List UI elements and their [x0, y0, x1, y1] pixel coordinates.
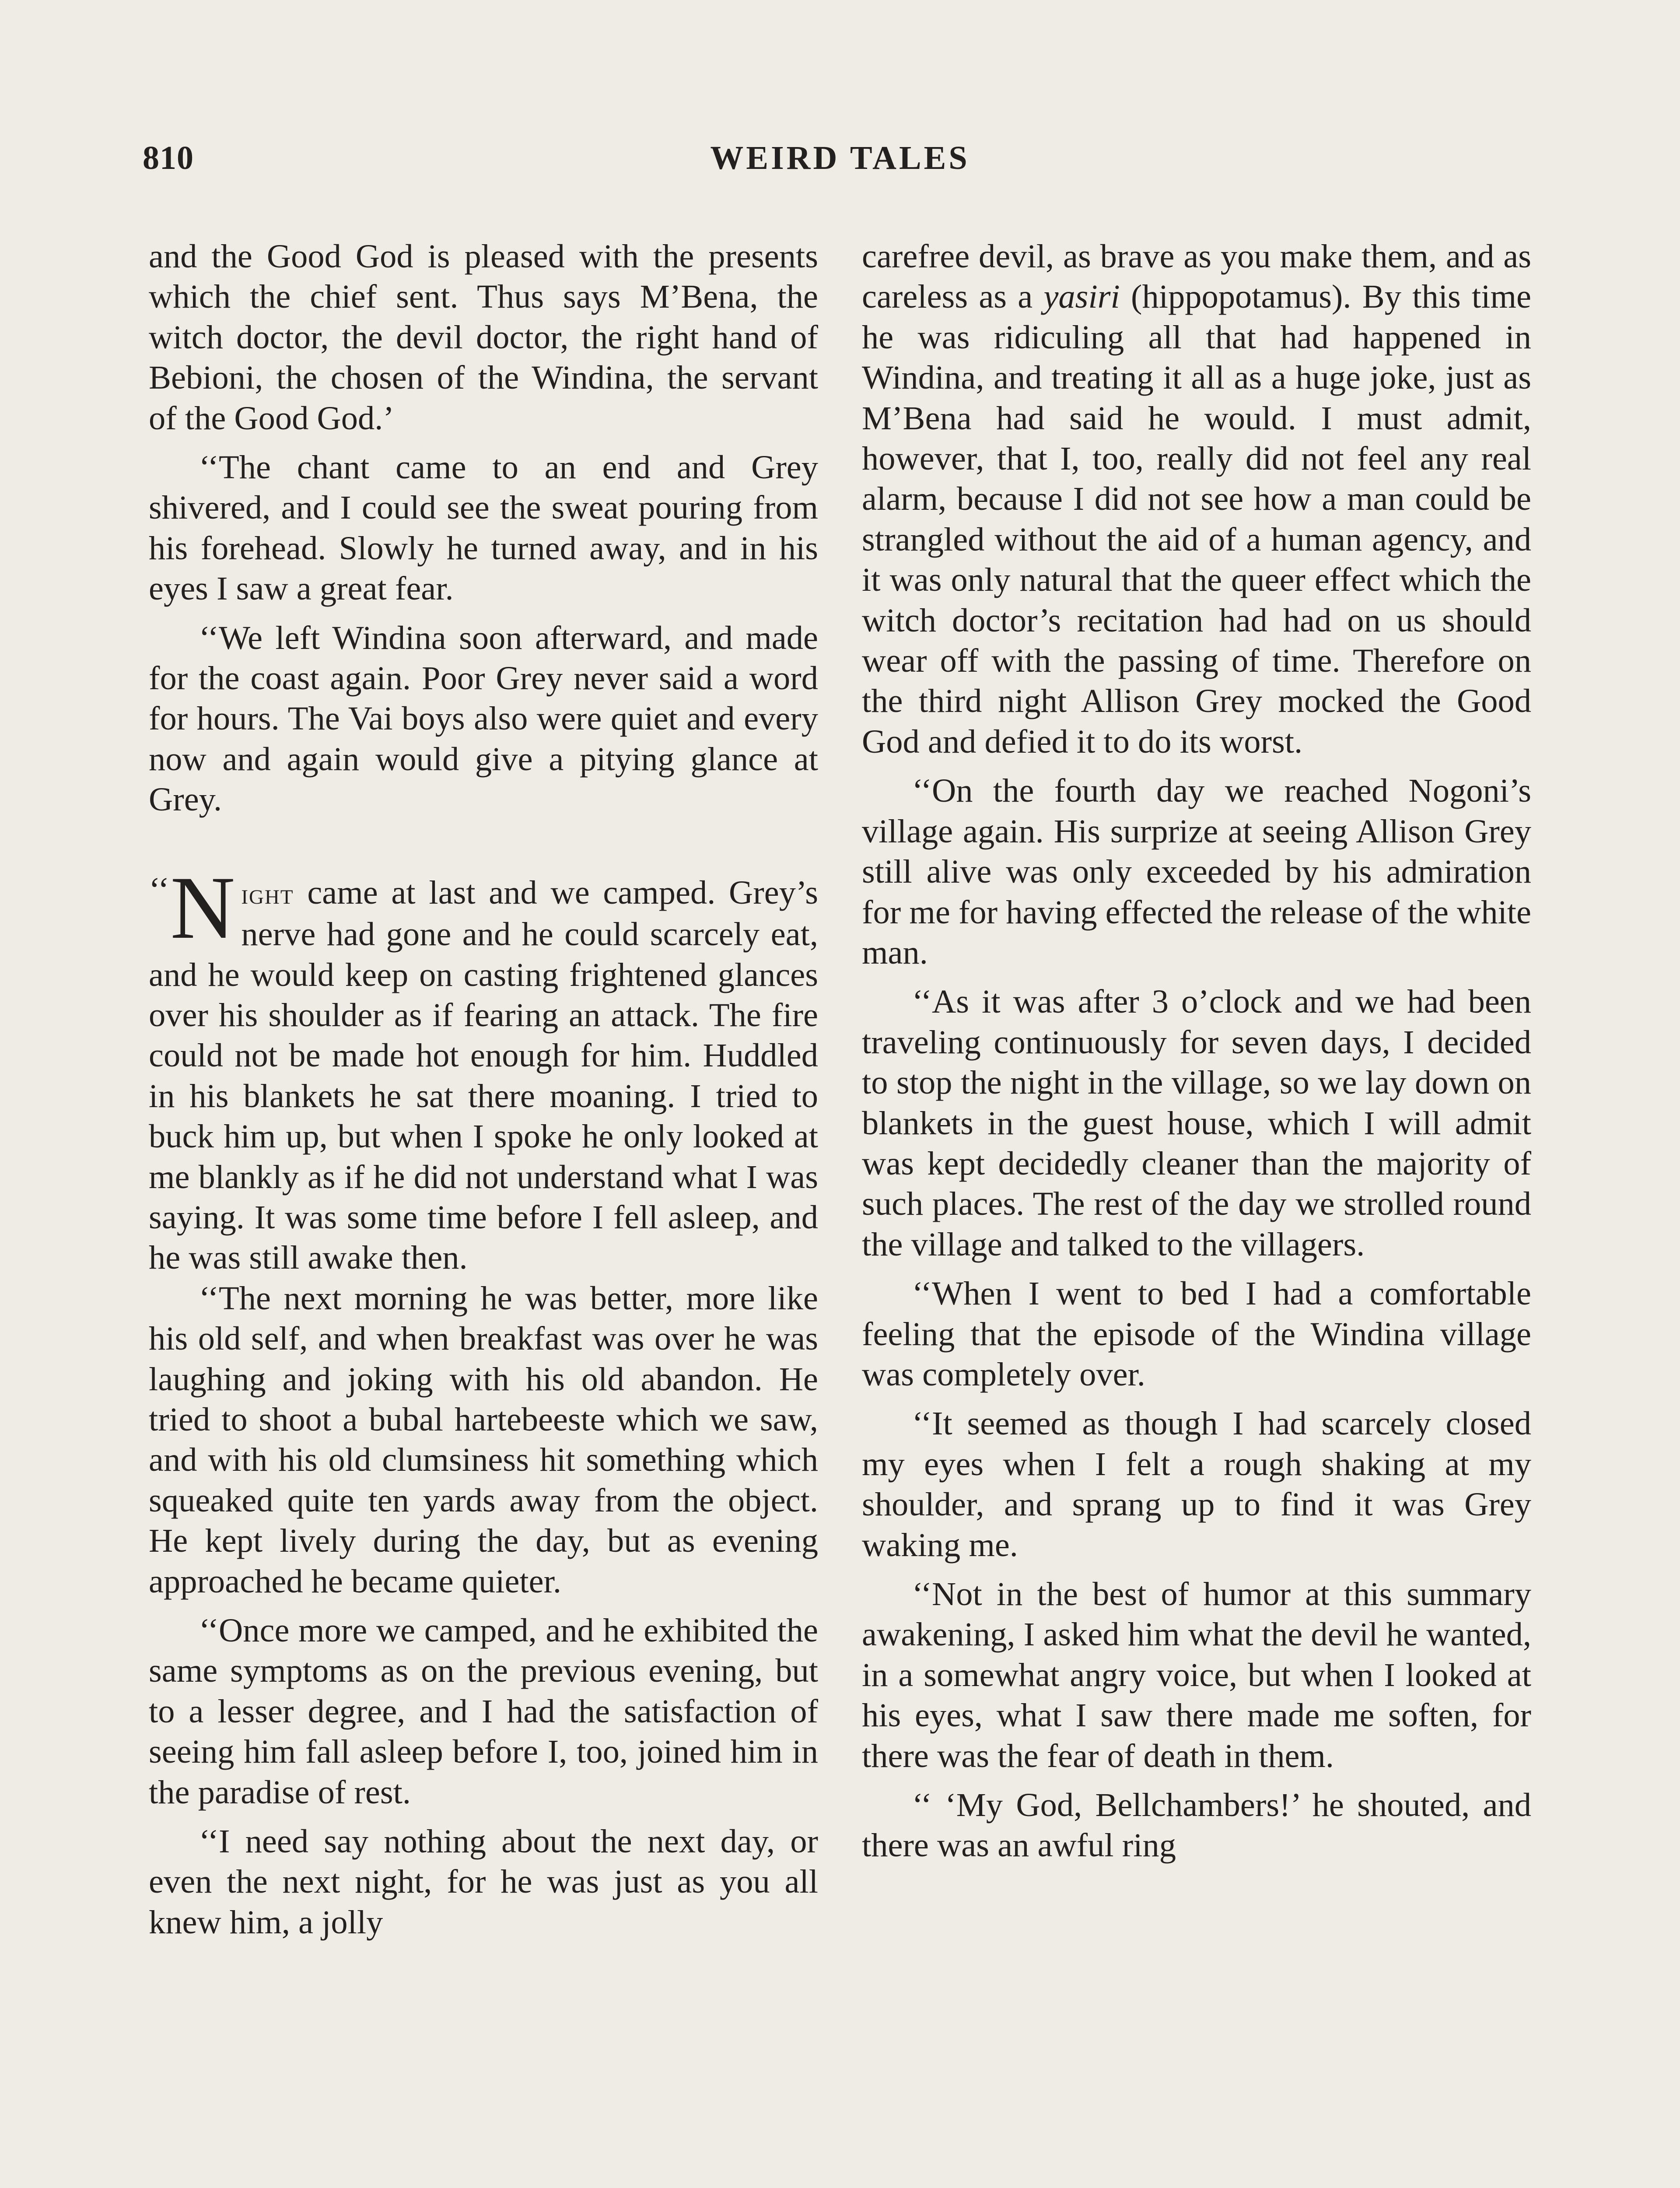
right-column: [862, 236, 1531, 1866]
page-number: 810: [143, 140, 194, 176]
paragraph: ‘‘Not in the best of humor at this summary awakening, I asked him what the devil he wanted, in a somewhat angry voice, but when I looked at his eyes, what I saw there made me soften, for there was the fear of death in them.: [862, 1575, 1531, 1774]
italic-word: yasiri: [1043, 278, 1120, 316]
section-opening-paragraph: [149, 858, 818, 1278]
paragraph: ‘‘The chant came to an end and Grey shivered, and I could see the sweat pouring from his forehead. Slowly he turned away, and in his eyes I saw a great fear.: [149, 449, 818, 607]
paragraph: ‘‘We left Windina soon afterward, and made for the coast again. Poor Grey never said a word for hours. The Vai boys also were quiet and every now and again would give a pitying glance at Grey.: [149, 619, 818, 818]
paragraph: ‘‘It seemed as though I had scarcely closed my eyes when I felt a rough shaking at my shoulder, and sprang up to find it was Grey waking me.: [862, 1405, 1531, 1564]
dropcap: N: [170, 858, 235, 957]
paragraph: ‘‘ ‘My God, Bellchambers!’ he shouted, and there was an awful ring: [862, 1786, 1531, 1864]
paragraph-text: came at last and we camped. Grey’s nerve had gone and he could scarcely eat, and he would keep on casting frightened glances over his shoulder as if fearing an attack. The fire could not be made hot enough for him. Huddled in his blankets he sat there moaning. I tried to buck him up, but when I spoke he only looked at me blankly as if he did not understand what I was saying. It was some time before I fell asleep, and he was still awake then.: [149, 873, 818, 1276]
paragraph: [862, 236, 1531, 762]
left-column: [149, 236, 818, 1943]
running-title: WEIRD TALES: [710, 140, 970, 176]
paragraph: ‘‘When I went to bed I had a comfortable feeling that the episode of the Windina village was completely over.: [862, 1275, 1531, 1393]
dropcap-quote: ‘‘: [149, 870, 170, 909]
paragraph: ‘‘I need say nothing about the next day, or even the next night, for he was just as you all knew him, a jolly: [149, 1823, 818, 1941]
paragraph: ‘‘As it was after 3 o’clock and we had been traveling continuously for seven days, I decided to stop the night in the village, so we lay down on blankets in the guest house, which I will admit was kept decidedly cleaner than the majority of such places. The rest of the day we strolled round the village and talked to the villagers.: [862, 983, 1531, 1263]
paragraph: ‘‘The next morning he was better, more like his old self, and when breakfast was over he was laughing and joking with his old abandon. He tried to shoot a bubal hartebeeste which we saw, and with his old clumsiness hit something which squeaked quite ten yards away from the object. He kept lively during the day, but as evening approached he became quieter.: [149, 1279, 818, 1600]
paragraph: and the Good God is pleased with the presents which the chief sent. Thus says M’Bena, the witch doctor, the devil doctor, the right hand of Bebioni, the chosen of the Windina, the servant of the Good God.’: [149, 238, 818, 437]
paragraph: ‘‘On the fourth day we reached Nogoni’s village again. His surprize at seeing Allison Grey still alive was only exceeded by his admiration for me for having effected the release of the white man.: [862, 772, 1531, 971]
paragraph: ‘‘Once more we camped, and he exhibited the same symptoms as on the previous evening, but to a lesser degree, and I had the satisfaction of seeing him fall asleep before I, too, joined him in the paradise of rest.: [149, 1612, 818, 1811]
paragraph-text: (hippopotamus). By this time he was ridiculing all that had happened in Windina, and treating it all as a huge joke, just as M’Bena had said he would. I must admit, however, that I, too, really did not feel any real alarm, because I did not see how a man could be strangled without the aid of a human agency, and it was only natural that the queer effect which the witch doctor’s recitation had had on us should wear off with the passing of time. Therefore on the third night Allison Grey mocked the Good God and defied it to do its worst.: [862, 278, 1531, 760]
smallcaps-lead: ight: [241, 877, 294, 910]
paragraph-text: carefree devil, as brave as you make them, and as careless as a: [862, 238, 1531, 316]
